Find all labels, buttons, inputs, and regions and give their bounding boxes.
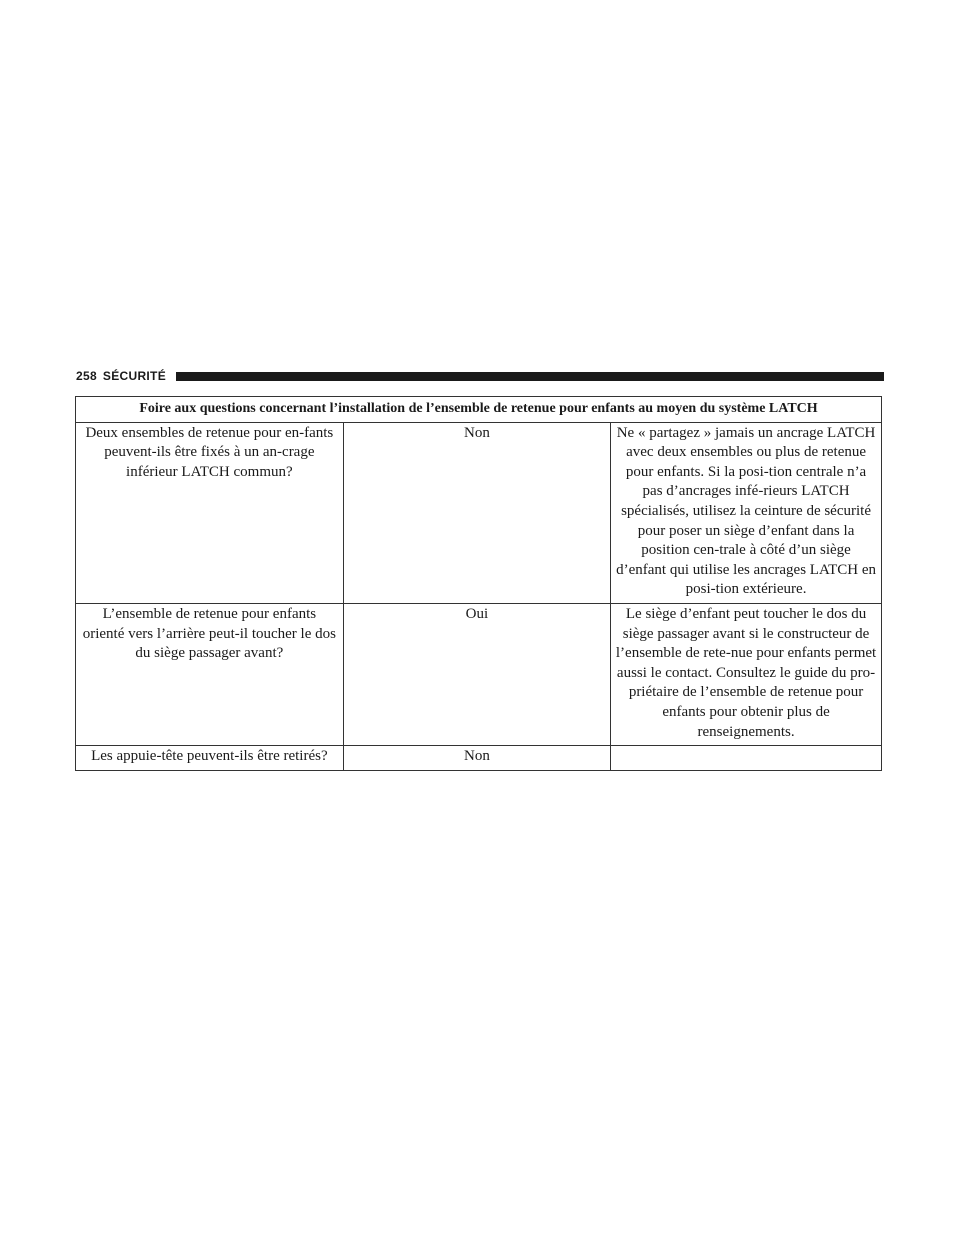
comment-cell: Le siège d’enfant peut toucher le dos du siège passager avant si le constructeur de l’ensemble de rete-nue pour enfants permet aussi le contact. Consultez le guide du pro-priétaire de l’ensemble de retenue pour enfants pour obtenir plus de renseignements. — [611, 603, 882, 745]
comment-cell — [611, 746, 882, 771]
page-header — [76, 366, 884, 386]
comment-cell: Ne « partagez » jamais un ancrage LATCH avec deux ensembles ou plus de retenue pour enfants. Si la posi-tion centrale n’a pas d’ancrages infé-rieurs LATCH spécialisés, utilisez la ceinture de sécurité pour poser un siège d’enfant dans la position cen-trale à côté d’un siège d’enfant qui utilise les ancrages LATCH en posi-tion extérieure. — [611, 422, 882, 603]
table-row — [76, 746, 882, 771]
table-row — [76, 422, 882, 603]
header-rule — [176, 372, 884, 381]
faq-table — [75, 396, 882, 771]
question-cell: Les appuie-tête peuvent-ils être retirés? — [76, 746, 344, 771]
table-title: Foire aux questions concernant l’installation de l’ensemble de retenue pour enfants au moyen du système LATCH — [76, 397, 882, 423]
answer-cell: Oui — [343, 603, 610, 745]
answer-cell: Non — [343, 746, 610, 771]
table-title-row — [76, 397, 882, 423]
question-cell: L’ensemble de retenue pour enfants orienté vers l’arrière peut-il toucher le dos du siège passager avant? — [76, 603, 344, 745]
section-title: SÉCURITÉ — [102, 369, 166, 383]
answer-cell: Non — [343, 422, 610, 603]
page-number: 258 — [76, 369, 97, 383]
table-row — [76, 603, 882, 745]
question-cell: Deux ensembles de retenue pour en-fants peuvent-ils être fixés à un an-crage inférieur LATCH commun? — [76, 422, 344, 603]
